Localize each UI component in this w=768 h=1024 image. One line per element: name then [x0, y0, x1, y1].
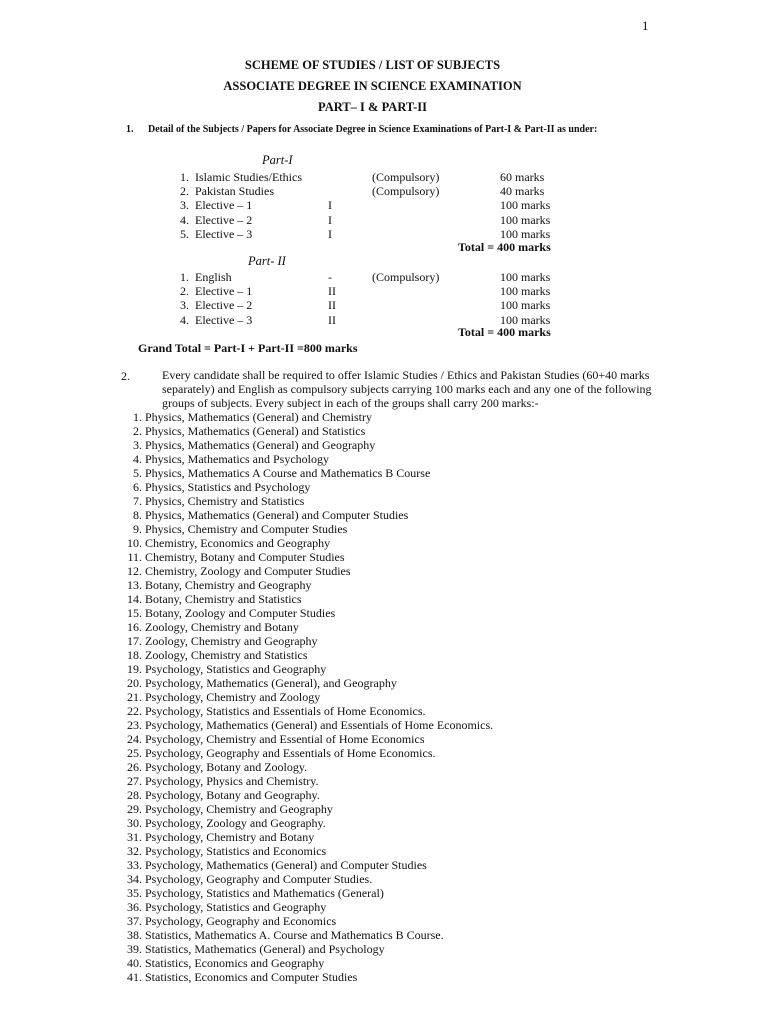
list-item	[124, 536, 493, 550]
list-item-text: Psychology, Geography and Computer Studies.	[142, 872, 373, 886]
list-item	[124, 830, 493, 844]
list-item-text: Chemistry, Botany and Computer Studies	[142, 550, 345, 564]
subject-row	[0, 213, 768, 227]
list-item	[124, 648, 493, 662]
part-2-total: Total = 400 marks	[458, 325, 551, 339]
list-item	[124, 676, 493, 690]
list-item-number: 39.	[127, 942, 142, 956]
list-item-number: 3.	[133, 438, 142, 452]
list-item	[124, 816, 493, 830]
list-item	[124, 634, 493, 648]
list-item-text: Statistics, Mathematics A. Course and Mathematics B Course.	[142, 928, 444, 942]
list-item-number: 27.	[127, 774, 142, 788]
list-item	[124, 578, 493, 592]
list-item	[124, 452, 493, 466]
list-item-number: 29.	[127, 802, 142, 816]
list-item-number: 16.	[127, 620, 142, 634]
list-item	[124, 550, 493, 564]
list-item-text: Physics, Chemistry and Statistics	[142, 494, 305, 508]
list-item-text: Statistics, Economics and Computer Studies	[142, 970, 358, 984]
row-number: 4.	[180, 312, 189, 327]
list-item-number: 13.	[127, 578, 142, 592]
list-item	[124, 914, 493, 928]
list-item-text: Physics, Mathematics (General) and Chemistry	[142, 410, 372, 424]
list-item-text: Psychology, Chemistry and Botany	[142, 830, 315, 844]
groups-list	[124, 410, 493, 984]
list-item-text: Botany, Chemistry and Statistics	[142, 592, 302, 606]
list-item-text: Psychology, Botany and Zoology.	[142, 760, 308, 774]
list-item-number: 41.	[127, 970, 142, 984]
list-item-number: 28.	[127, 788, 142, 802]
list-item-text: Psychology, Mathematics (General) and Computer Studies	[142, 858, 427, 872]
list-item-text: Zoology, Chemistry and Botany	[142, 620, 299, 634]
list-item-number: 34.	[127, 872, 142, 886]
row-number: 5.	[180, 226, 189, 241]
subject-name: Elective – 2	[195, 298, 253, 313]
list-item-text: Physics, Statistics and Psychology	[142, 480, 311, 494]
list-item-number: 1.	[133, 410, 142, 424]
list-item	[124, 970, 493, 984]
list-item-text: Psychology, Mathematics (General), and Geography	[142, 676, 397, 690]
list-item-number: 20.	[127, 676, 142, 690]
heading-parts: PART– I & PART-II	[318, 100, 427, 114]
list-item	[124, 718, 493, 732]
list-item-number: 7.	[133, 494, 142, 508]
list-item	[124, 480, 493, 494]
list-item	[124, 662, 493, 676]
list-item-number: 22.	[127, 704, 142, 718]
list-item	[124, 844, 493, 858]
row-number: 3.	[180, 198, 189, 213]
page-number: 1	[642, 18, 649, 33]
list-item-text: Psychology, Statistics and Geography	[142, 662, 327, 676]
section-1-heading	[126, 124, 597, 135]
heading-degree: ASSOCIATE DEGREE IN SCIENCE EXAMINATION	[223, 79, 522, 93]
list-item-number: 25.	[127, 746, 142, 760]
list-item-number: 12.	[127, 564, 142, 578]
list-item-number: 33.	[127, 858, 142, 872]
list-item-text: Physics, Chemistry and Computer Studies	[142, 522, 348, 536]
list-item-number: 5.	[133, 466, 142, 480]
list-item-number: 10.	[127, 536, 142, 550]
list-item-number: 17.	[127, 634, 142, 648]
list-item-number: 2.	[133, 424, 142, 438]
list-item-text: Zoology, Chemistry and Geography	[142, 634, 318, 648]
list-item	[124, 690, 493, 704]
list-item-text: Psychology, Chemistry and Zoology	[142, 690, 321, 704]
list-item-number: 6.	[133, 480, 142, 494]
list-item	[124, 592, 493, 606]
subject-name: Pakistan Studies	[195, 184, 275, 199]
list-item-text: Zoology, Chemistry and Statistics	[142, 648, 308, 662]
subject-row	[0, 170, 768, 184]
section-1-text: Detail of the Subjects / Papers for Associate Degree in Science Examinations of Part-I & Part-II as under:	[148, 124, 598, 135]
list-item-text: Psychology, Statistics and Essentials of Home Economics.	[142, 704, 426, 718]
list-item	[124, 508, 493, 522]
subject-status: (Compulsory)	[372, 184, 440, 199]
row-number: 3.	[180, 298, 189, 313]
group-code: II	[328, 298, 336, 313]
list-item-number: 30.	[127, 816, 142, 830]
section-1-number: 1.	[126, 124, 134, 135]
list-item-number: 35.	[127, 886, 142, 900]
subject-marks: 40 marks	[500, 184, 545, 199]
section-2-number: 2.	[121, 369, 130, 383]
list-item-text: Psychology, Botany and Geography.	[142, 788, 320, 802]
list-item-number: 26.	[127, 760, 142, 774]
part-2-title: Part- II	[248, 254, 286, 268]
list-item	[124, 802, 493, 816]
list-item-text: Botany, Chemistry and Geography	[142, 578, 312, 592]
list-item-number: 11.	[127, 550, 142, 564]
list-item-text: Psychology, Mathematics (General) and Essentials of Home Economics.	[142, 718, 494, 732]
group-code: II	[328, 284, 336, 299]
list-item-text: Physics, Mathematics (General) and Geography	[142, 438, 376, 452]
row-number: 4.	[180, 212, 189, 227]
subject-row	[0, 227, 768, 241]
subject-name: English	[195, 270, 232, 284]
list-item-number: 4.	[133, 452, 142, 466]
list-item	[124, 788, 493, 802]
grand-total: Grand Total = Part-I + Part-II =800 marks	[138, 341, 358, 355]
subject-marks: 100 marks	[500, 312, 551, 327]
list-item-number: 37.	[127, 914, 142, 928]
list-item	[124, 620, 493, 634]
list-item	[124, 466, 493, 480]
heading-scheme: SCHEME OF STUDIES / LIST OF SUBJECTS	[244, 58, 501, 72]
subject-marks: 100 marks	[500, 212, 551, 227]
list-item	[124, 872, 493, 886]
part-1-total: Total = 400 marks	[458, 240, 551, 254]
row-number: 1.	[180, 170, 189, 184]
subject-row	[0, 270, 768, 284]
group-code: I	[328, 226, 332, 241]
list-item-text: Psychology, Physics and Chemistry.	[142, 774, 319, 788]
list-item	[124, 928, 493, 942]
subject-marks: 60 marks	[500, 170, 545, 184]
list-item	[124, 732, 493, 746]
list-item	[124, 410, 493, 424]
list-item-text: Physics, Mathematics (General) and Computer Studies	[142, 508, 409, 522]
subject-row	[0, 198, 768, 212]
list-item-text: Psychology, Statistics and Mathematics (General)	[142, 886, 384, 900]
list-item	[124, 858, 493, 872]
subject-marks: 100 marks	[500, 270, 551, 284]
subject-row	[0, 298, 768, 312]
row-number: 2.	[180, 284, 189, 299]
subject-marks: 100 marks	[500, 198, 551, 213]
list-item	[124, 606, 493, 620]
section-2-text: Every candidate shall be required to offer Islamic Studies / Ethics and Pakistan Studies (60+40 marks separately) and English as compulsory subjects carrying 100 marks each and any one of the following groups of subjects. Every subject in each of the groups shall carry 200 marks:-	[162, 368, 652, 410]
list-item	[124, 494, 493, 508]
list-item-text: Psychology, Chemistry and Geography	[142, 802, 333, 816]
part-1-title: Part-I	[262, 153, 293, 167]
group-code: I	[328, 212, 332, 227]
list-item	[124, 886, 493, 900]
subject-status: (Compulsory)	[372, 170, 440, 184]
list-item	[124, 956, 493, 970]
list-item-number: 23.	[127, 718, 142, 732]
group-code: I	[328, 198, 332, 213]
list-item	[124, 424, 493, 438]
list-item-number: 18.	[127, 648, 142, 662]
subject-name: Islamic Studies/Ethics	[195, 170, 302, 184]
subject-name: Elective – 1	[195, 284, 253, 299]
list-item-number: 8.	[133, 508, 142, 522]
subject-marks: 100 marks	[500, 284, 551, 299]
subject-name: Elective – 2	[195, 212, 253, 227]
list-item-number: 9.	[133, 522, 142, 536]
subject-marks: 100 marks	[500, 298, 551, 313]
group-code: -	[328, 270, 332, 284]
list-item-text: Psychology, Chemistry and Essential of Home Economics	[142, 732, 425, 746]
list-item-text: Physics, Mathematics (General) and Statistics	[142, 424, 366, 438]
group-code: II	[328, 312, 336, 327]
list-item-text: Statistics, Mathematics (General) and Psychology	[142, 942, 385, 956]
subject-row	[0, 313, 768, 327]
list-item-text: Psychology, Statistics and Economics	[142, 844, 327, 858]
row-number: 2.	[180, 184, 189, 199]
list-item-number: 40.	[127, 956, 142, 970]
list-item-text: Psychology, Geography and Essentials of Home Economics.	[142, 746, 436, 760]
list-item	[124, 942, 493, 956]
list-item-number: 38.	[127, 928, 142, 942]
subject-row	[0, 184, 768, 198]
list-item	[124, 564, 493, 578]
list-item-number: 19.	[127, 662, 142, 676]
list-item-text: Botany, Zoology and Computer Studies	[142, 606, 336, 620]
subject-name: Elective – 3	[195, 312, 253, 327]
subject-marks: 100 marks	[500, 226, 551, 241]
list-item-text: Physics, Mathematics A Course and Mathematics B Course	[142, 466, 431, 480]
row-number: 1.	[180, 270, 189, 284]
list-item-number: 24.	[127, 732, 142, 746]
subject-name: Elective – 3	[195, 226, 253, 241]
list-item-text: Psychology, Zoology and Geography.	[142, 816, 326, 830]
list-item-number: 14.	[127, 592, 142, 606]
list-item-text: Physics, Mathematics and Psychology	[142, 452, 329, 466]
subject-name: Elective – 1	[195, 198, 253, 213]
list-item-number: 21.	[127, 690, 142, 704]
list-item	[124, 704, 493, 718]
list-item-number: 32.	[127, 844, 142, 858]
list-item-text: Psychology, Geography and Economics	[142, 914, 337, 928]
subject-row	[0, 284, 768, 298]
list-item-text: Psychology, Statistics and Geography	[142, 900, 327, 914]
list-item-text: Chemistry, Zoology and Computer Studies	[142, 564, 351, 578]
subject-status: (Compulsory)	[372, 270, 440, 284]
list-item	[124, 900, 493, 914]
list-item	[124, 746, 493, 760]
list-item	[124, 522, 493, 536]
list-item	[124, 774, 493, 788]
list-item-number: 31.	[127, 830, 142, 844]
list-item	[124, 760, 493, 774]
list-item-text: Statistics, Economics and Geography	[142, 956, 325, 970]
list-item	[124, 438, 493, 452]
list-item-number: 15.	[127, 606, 142, 620]
list-item-text: Chemistry, Economics and Geography	[142, 536, 331, 550]
list-item-number: 36.	[127, 900, 142, 914]
